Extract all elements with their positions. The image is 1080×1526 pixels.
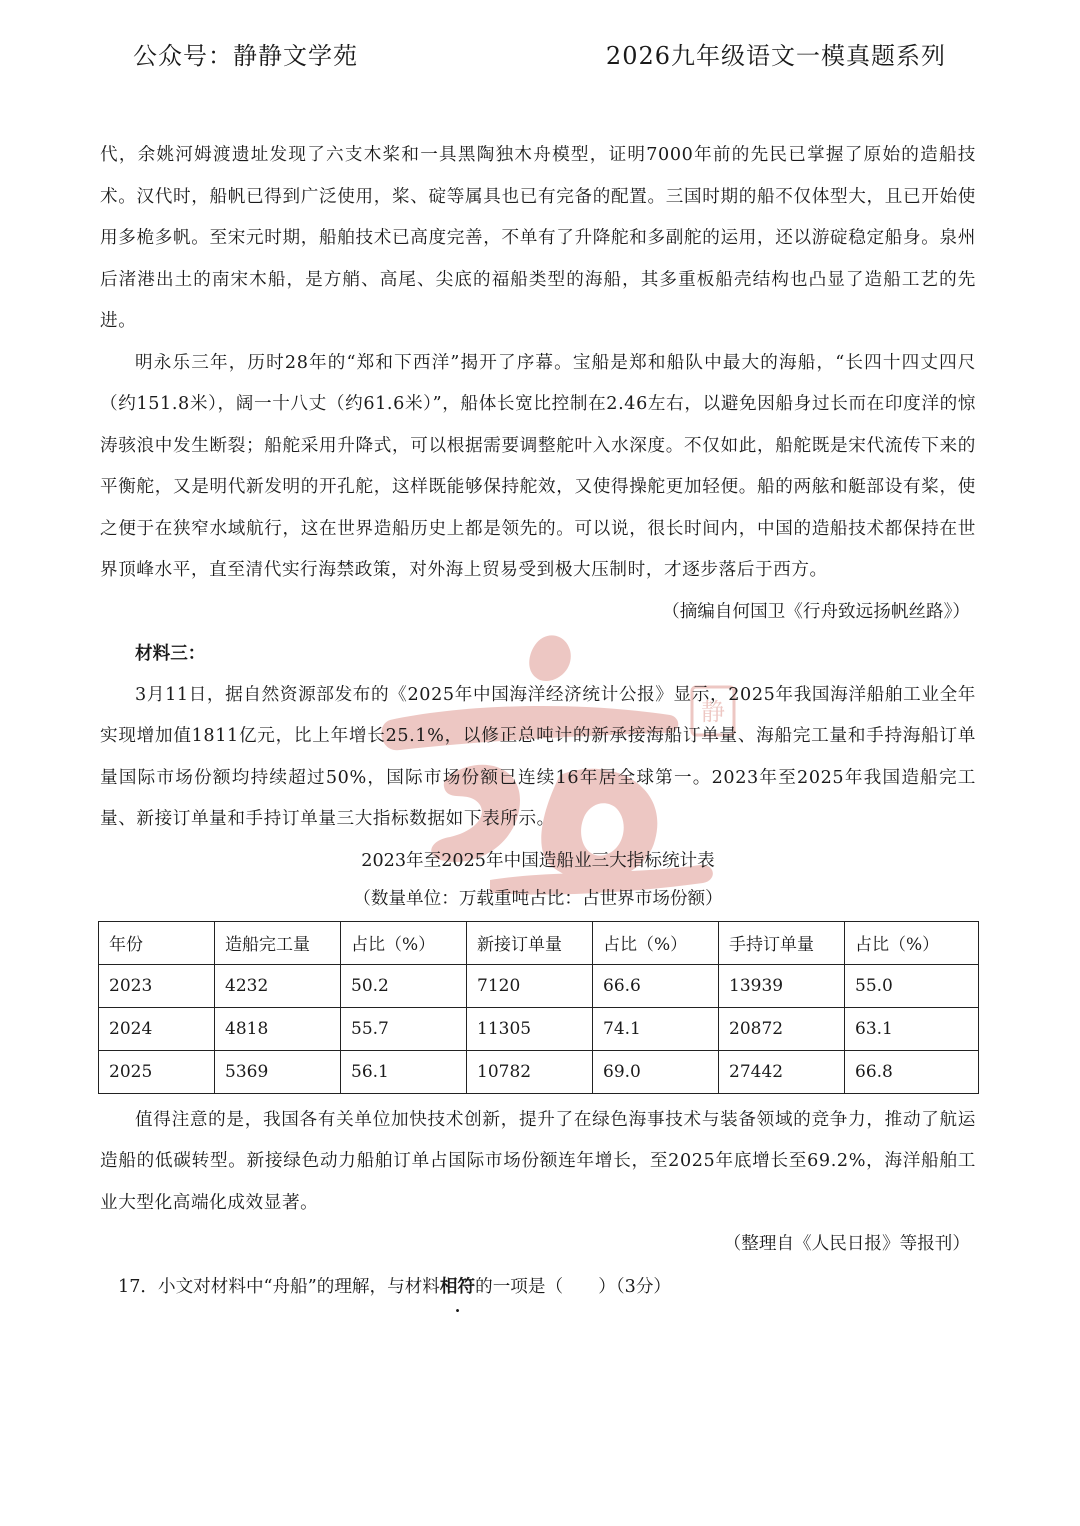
document-body bbox=[100, 135, 976, 1308]
page-header bbox=[0, 36, 1080, 72]
paragraph-zheng-he: 明永乐三年，历时28年的“郑和下西洋”揭开了序幕。宝船是郑和船队中最大的海船，“长四十四丈四尺（约151.8米），阔一十八丈（约61.6米）”，船体长宽比控制在2.46左右，以避免因船身过长而在印度洋的惊涛骇浪中发生断裂；船舵采用升降式，可以根据需要调整舵叶入水深度。不仅如此，船舵既是宋代流传下来的平衡舵，又是明代新发明的开孔舵，这样既能够保持舵效，又使得操舵更加轻便。船的两舷和艇部设有桨，使之便于在狭窄水域航行，这在世界造船历史上都是领先的。可以说，很长时间内，中国的造船技术都保持在世界顶峰水平，直至清代实行海禁政策，对外海上贸易受到极大压制时，才逐步落后于西方。 bbox=[100, 352, 976, 580]
table-header-cell: 占比（%） bbox=[593, 921, 719, 964]
table-header-cell: 手持订单量 bbox=[719, 921, 845, 964]
question-17-suffix: 的一项是（ ）（3分） bbox=[475, 1276, 672, 1297]
table-header-cell: 年份 bbox=[99, 921, 215, 964]
table-cell: 2025 bbox=[99, 1050, 215, 1093]
table-cell: 2023 bbox=[99, 964, 215, 1007]
table-cell: 27442 bbox=[719, 1050, 845, 1093]
table-cell: 5369 bbox=[215, 1050, 341, 1093]
table-cell: 74.1 bbox=[593, 1007, 719, 1050]
table-header-cell: 造船完工量 bbox=[215, 921, 341, 964]
table-cell: 69.0 bbox=[593, 1050, 719, 1093]
source-citation-2: （整理自《人民日报》等报刊） bbox=[723, 1234, 970, 1254]
table-cell: 13939 bbox=[719, 964, 845, 1007]
section-title-material-3: 材料三： bbox=[135, 643, 206, 664]
table-cell: 10782 bbox=[467, 1050, 593, 1093]
table-cell: 4232 bbox=[215, 964, 341, 1007]
table-row bbox=[99, 1050, 979, 1093]
table-row bbox=[99, 964, 979, 1007]
table-cell: 63.1 bbox=[845, 1007, 979, 1050]
paragraph-green-transition: 值得注意的是，我国各有关单位加快技术创新，提升了在绿色海事技术与装备领域的竞争力，推动了航运造船的低碳转型。新接绿色动力船舶订单占国际市场份额连年增长，至2025年底增长至69.2%，海洋船舶工业大型化高端化成效显著。 bbox=[100, 1109, 976, 1213]
header-account-name: 公众号：静静文学苑 bbox=[133, 42, 358, 70]
header-series-title: 2026九年级语文一模真题系列 bbox=[605, 42, 946, 70]
table-cell: 4818 bbox=[215, 1007, 341, 1050]
paragraph-ocean-economy: 3月11日，据自然资源部发布的《2025年中国海洋经济统计公报》显示，2025年我国海洋船舶工业全年实现增加值1811亿元，比上年增长25.1%，以修正总吨计的新承接海船订单量、海船完工量和手持海船订单量国际市场份额均持续超过50%，国际市场份额已连续16年居全球第一。2023年至2025年我国造船完工量、新接订单量和手持订单量三大指标数据如下表所示。 bbox=[100, 684, 976, 829]
table-header-row bbox=[99, 921, 979, 964]
paragraph-ancient-shipbuilding: 代，余姚河姆渡遗址发现了六支木桨和一具黑陶独木舟模型，证明7000年前的先民已掌握了原始的造船技术。汉代时，船帆已得到广泛使用，桨、碇等属具也已有完备的配置。三国时期的船不仅体型大，且已开始使用多桅多帆。至宋元时期，船舶技术已高度完善，不单有了升降舵和多副舵的运用，还以游碇稳定船身。泉州后渚港出土的南宋木船，是方艄、高尾、尖底的福船类型的海船，其多重板船壳结构也凸显了造船工艺的先进。 bbox=[100, 145, 976, 331]
table-cell: 56.1 bbox=[341, 1050, 467, 1093]
table-cell: 7120 bbox=[467, 964, 593, 1007]
table-cell: 55.7 bbox=[341, 1007, 467, 1050]
table-title: 2023年至2025年中国造船业三大指标统计表 bbox=[361, 850, 715, 871]
table-cell: 2024 bbox=[99, 1007, 215, 1050]
table-cell: 55.0 bbox=[845, 964, 979, 1007]
question-17 bbox=[100, 1266, 976, 1309]
table-unit-note: （数量单位：万载重吨占比：占世界市场份额） bbox=[353, 888, 723, 909]
table-cell: 20872 bbox=[719, 1007, 845, 1050]
table-header-cell: 占比（%） bbox=[341, 921, 467, 964]
table-header-cell: 新接订单量 bbox=[467, 921, 593, 964]
table-cell: 50.2 bbox=[341, 964, 467, 1007]
table-cell: 66.6 bbox=[593, 964, 719, 1007]
shipbuilding-stats-table bbox=[98, 921, 979, 1094]
question-17-emphasis: 相符 bbox=[439, 1275, 476, 1297]
table-header-cell: 占比（%） bbox=[845, 921, 979, 964]
watermark-seal-text: 静 bbox=[701, 698, 725, 726]
table-row bbox=[99, 1007, 979, 1050]
table-cell: 66.8 bbox=[845, 1050, 979, 1093]
source-citation-1: （摘编自何国卫《行舟致远扬帆丝路》） bbox=[662, 601, 970, 622]
question-17-prefix: 17．小文对材料中“舟船”的理解，与材料 bbox=[118, 1276, 440, 1297]
table-cell: 11305 bbox=[467, 1007, 593, 1050]
